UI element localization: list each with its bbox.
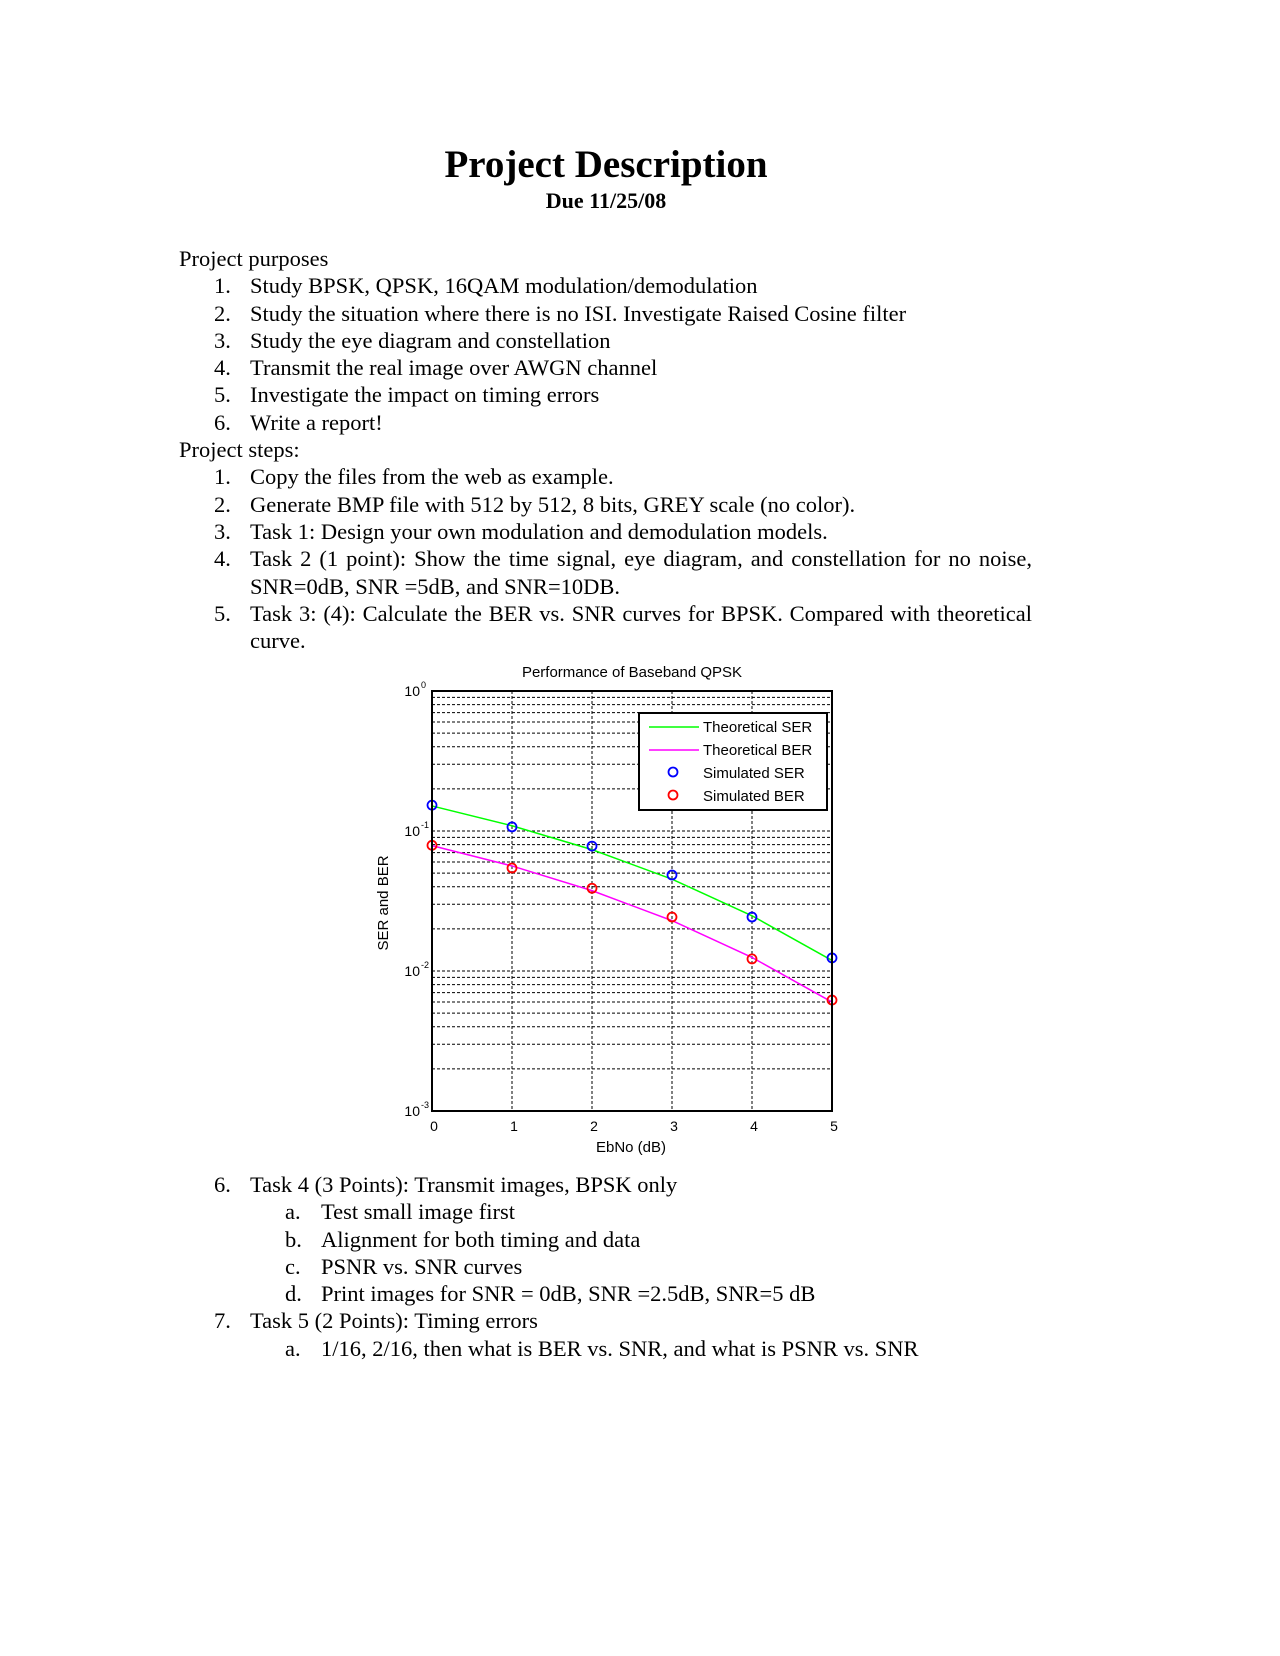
item-number: 5. (214, 600, 231, 626)
purposes-section (179, 245, 1032, 654)
item-text: Study BPSK, QPSK, 16QAM modulation/demodulation (250, 273, 758, 299)
y-tick-exponent: -3 (421, 1100, 430, 1110)
item-number: 5. (214, 382, 231, 408)
legend-label: Theoretical BER (703, 742, 813, 759)
item-text: Task 1: Design your own modulation and demodulation models. (250, 518, 828, 544)
sub-item (179, 1226, 1032, 1253)
item-number: 6. (214, 409, 231, 435)
list-item (179, 600, 1032, 655)
page-title: Project Description (444, 143, 768, 186)
list-item (179, 463, 1032, 490)
sub-letter: a. (285, 1199, 301, 1225)
legend-label: Theoretical SER (703, 719, 813, 736)
y-tick-exponent: -1 (421, 820, 430, 830)
list-item (179, 1307, 1032, 1334)
series-line (432, 806, 832, 960)
y-tick-label: 10 (404, 963, 420, 979)
item-text: Study the situation where there is no ISI. Investigate Raised Cosine filter (250, 300, 907, 326)
sub-item (179, 1253, 1032, 1280)
x-tick-label: 2 (590, 1118, 598, 1134)
performance-chart (360, 655, 860, 1165)
y-tick-exponent: -2 (421, 960, 430, 970)
y-tick-label: 10 (404, 823, 420, 839)
sub-item (179, 1335, 1032, 1362)
series-line (432, 846, 832, 1002)
item-number: 4. (214, 355, 231, 381)
chart-legend (639, 713, 827, 810)
item-text: Write a report! (250, 409, 383, 435)
sub-item (179, 1198, 1032, 1225)
sub-text: 1/16, 2/16, then what is BER vs. SNR, and what is PSNR vs. SNR (321, 1335, 919, 1361)
list-item (179, 354, 1032, 381)
y-axis-label: SER and BER (375, 855, 392, 951)
list-item (179, 272, 1032, 299)
x-tick-label: 0 (430, 1118, 438, 1134)
item-number: 4. (214, 546, 231, 572)
sub-letter: a. (285, 1335, 301, 1361)
item-text: Transmit the real image over AWGN channel (250, 355, 658, 381)
sub-text: PSNR vs. SNR curves (321, 1253, 523, 1279)
item-text: Task 3: (4): Calculate the BER vs. SNR curves for BPSK. Compared with theoretical curve. (250, 600, 1032, 654)
list-item (179, 545, 1032, 600)
x-tick-label: 5 (830, 1118, 838, 1134)
item-number: 2. (214, 300, 231, 326)
item-number: 3. (214, 327, 231, 353)
item-number: 6. (214, 1172, 231, 1197)
item-number: 1. (214, 464, 231, 490)
list-item (179, 300, 1032, 327)
y-tick-label: 10 (404, 1103, 420, 1119)
list-item (179, 409, 1032, 436)
sub-text: Test small image first (321, 1199, 516, 1225)
item-text: Investigate the impact on timing errors (250, 382, 600, 408)
sub-letter: d. (285, 1281, 302, 1307)
sub-item (179, 1280, 1032, 1307)
legend-label: Simulated BER (703, 788, 805, 805)
list-item (179, 381, 1032, 408)
chart-title: Performance of Baseband QPSK (521, 664, 743, 681)
item-text: Generate BMP file with 512 by 512, 8 bits, GREY scale (no color). (250, 491, 856, 517)
sub-text: Alignment for both timing and data (321, 1226, 641, 1252)
sub-text: Print images for SNR = 0dB, SNR =2.5dB, SNR=5 dB (321, 1281, 816, 1307)
item-text: Task 5 (2 Points): Timing errors (250, 1308, 538, 1334)
x-tick-label: 1 (510, 1118, 518, 1134)
item-number: 7. (214, 1308, 231, 1334)
item-number: 1. (214, 273, 231, 299)
sub-letter: b. (285, 1226, 302, 1252)
item-text: Task 2 (1 point): Show the time signal, eye diagram, and constellation for no noise, SNR=0dB, SNR =5dB, and SNR=10DB. (250, 546, 1032, 599)
purposes-heading: Project purposes (179, 246, 329, 271)
y-tick-exponent: 0 (421, 680, 427, 690)
due-date: Due 11/25/08 (545, 188, 667, 213)
x-axis-label: EbNo (dB) (595, 1139, 667, 1156)
item-number: 3. (214, 518, 231, 544)
steps-continued (179, 1171, 1032, 1362)
item-text: Task 4 (3 Points): Transmit images, BPSK only (250, 1172, 678, 1197)
y-tick-label: 10 (404, 683, 420, 699)
item-text: Study the eye diagram and constellation (250, 327, 611, 353)
x-tick-label: 4 (750, 1118, 758, 1134)
list-item (179, 491, 1032, 518)
sub-letter: c. (285, 1253, 301, 1279)
steps-heading: Project steps: (179, 437, 300, 463)
list-item (179, 327, 1032, 354)
list-item (179, 518, 1032, 545)
legend-label: Simulated SER (703, 765, 805, 782)
x-tick-label: 3 (670, 1118, 678, 1134)
item-number: 2. (214, 491, 231, 517)
item-text: Copy the files from the web as example. (250, 464, 614, 490)
list-item (179, 1171, 1032, 1198)
